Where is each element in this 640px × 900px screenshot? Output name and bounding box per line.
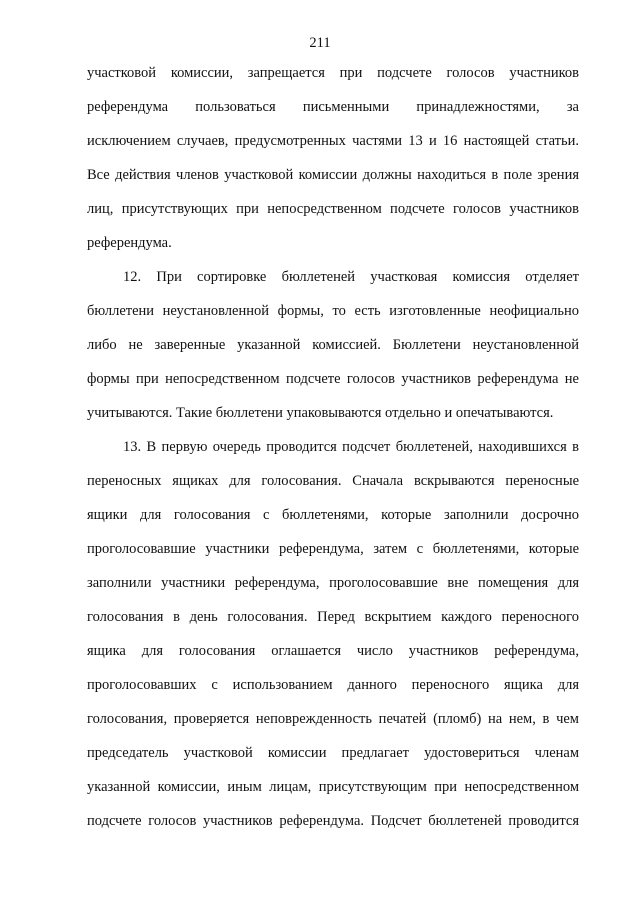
text-line: проголосовавших с использованием данного переносного ящика для <box>87 677 579 693</box>
text-line: ящики для голосования с бюллетенями, которые заполнили досрочно <box>87 507 579 523</box>
text-line: голосования в день голосования. Перед вскрытием каждого переносного <box>87 609 579 625</box>
text-line: Все действия членов участковой комиссии должны находиться в поле зрения <box>87 167 579 183</box>
text-line: 13. В первую очередь проводится подсчет бюллетеней, находившихся в <box>123 439 579 455</box>
text-line: референдума пользоваться письменными принадлежностями, за <box>87 99 579 115</box>
text-line: референдума. <box>87 235 172 251</box>
text-line: указанной комиссии, иным лицам, присутствующим при непосредственном <box>87 779 579 795</box>
text-line: проголосовавшие участники референдума, затем с бюллетенями, которые <box>87 541 579 557</box>
text-line: лиц, присутствующих при непосредственном подсчете голосов участников <box>87 201 579 217</box>
text-line: заполнили участники референдума, проголосовавшие вне помещения для <box>87 575 579 591</box>
text-line: формы при непосредственном подсчете голосов участников референдума не <box>87 371 579 387</box>
page-number: 211 <box>309 35 331 51</box>
text-line: голосования, проверяется неповрежденность печатей (пломб) на нем, в чем <box>87 711 579 727</box>
text-line: председатель участковой комиссии предлагает удостовериться членам <box>87 745 579 761</box>
text-line: учитываются. Такие бюллетени упаковываются отдельно и опечатываются. <box>87 405 554 421</box>
text-line: 12. При сортировке бюллетеней участковая комиссия отделяет <box>123 269 579 285</box>
text-line: исключением случаев, предусмотренных частями 13 и 16 настоящей статьи. <box>87 133 579 149</box>
text-line: подсчете голосов участников референдума. Подсчет бюллетеней проводится <box>87 813 579 829</box>
document-body <box>87 56 579 838</box>
text-line: переносных ящиках для голосования. Сначала вскрываются переносные <box>87 473 579 489</box>
text-line: участковой комиссии, запрещается при подсчете голосов участников <box>87 65 579 81</box>
text-line: ящика для голосования оглашается число участников референдума, <box>87 643 579 659</box>
text-line: бюллетени неустановленной формы, то есть изготовленные неофициально <box>87 303 579 319</box>
text-line: либо не заверенные указанной комиссией. Бюллетени неустановленной <box>87 337 579 353</box>
